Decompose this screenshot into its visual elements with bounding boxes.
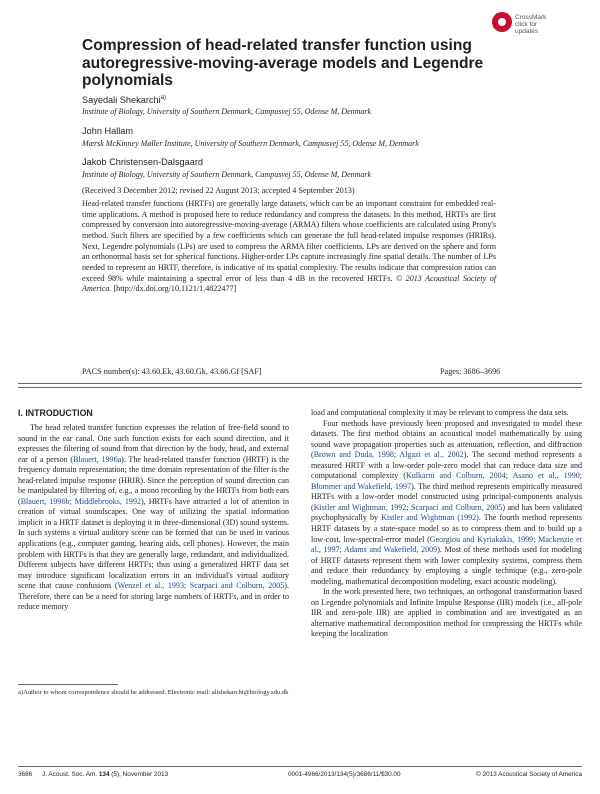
citation-link[interactable]: Kulkarni and Colburn, 2004; Asano et al., 1990; Blommer and Wakefield, 1997 (311, 471, 582, 491)
abstract-copyright: © 2013 Acoustical Society of America. (82, 273, 496, 294)
article-title: Compression of head-related transfer function using autoregressive-moving-average models and Legendre polynomials (82, 37, 484, 89)
citation-link[interactable]: Blauert, 1996b; Middlebrooks, 1992 (20, 496, 141, 506)
abstract-body: Head-related transfer functions (HRTFs) are generally large datasets, which can be an important constraint for embedded real-time applications. A method is proposed here to reduce redundancy and compress the datasets. In this method, HRTFs are first compressed by conversion into autoregressive-moving-average (ARMA) filters whose coefficients are calculated using Prony's method. Such filters are specified by a few coefficients which can generate the full head-related impulse responses (HRIRs). Next, Legendre polynomials (LPs) are used to compress the ARMA filter coefficients. LPs are derived on the sphere and form an orthonormal basis set for spherical functions. Higher-order LPs capture increasingly fine spatial details. The number of LPs needed to represent an HRTF, therefore, is indicative of its spatial complexity. The results indicate that compression ratios can exceed 98% while maintaining a spectral error of less than 4 dB in the recovered HRTFs. (82, 199, 496, 283)
paragraph (18, 423, 289, 613)
paragraph-text: ). The second method represents a measured HRTF with a low-order pole-zero model that can reduce data size and computational complexity ( (311, 450, 582, 481)
pacs-numbers: PACS number(s): 43.60.Ek, 43.60.Gk, 43.66.Gf [SAF] (82, 367, 262, 376)
citation-link[interactable]: Brown and Duda, 1998; Algazi et al., 2002 (313, 450, 464, 460)
received-dates: (Received 3 December 2012; revised 22 August 2013; accepted 4 September 2013) (82, 186, 355, 195)
author-3: Jakob Christensen-Dalsgaard (82, 157, 204, 167)
footer-copyright: © 2013 Acoustical Society of America (476, 771, 582, 778)
citation-link[interactable]: Blauert, 1996a (73, 454, 122, 464)
left-column (18, 423, 289, 613)
citation-link[interactable]: Wenzel et al., 1993; Scarpaci and Colburn, 2005 (117, 581, 285, 591)
section-heading: I. INTRODUCTION (18, 408, 93, 418)
affiliation-1: Institute of Biology, University of Southern Denmark, Campusvej 55, Odense M, Denmark (82, 107, 372, 116)
affiliation-2: Mærsk McKinney Møller Institute, University of Southern Denmark, Campusvej 55, Odense M, Denmark (82, 139, 419, 148)
paragraph (311, 419, 582, 588)
right-column (311, 408, 582, 640)
divider-bottom (18, 387, 582, 388)
affiliation-3: Institute of Biology, University of Southern Denmark, Campusvej 55, Odense M, Denmark (82, 170, 372, 179)
paragraph-text: The head related transfer function expresses the relation of free-field sound to sound in the ear canal. One such function exists for each sound direction, and it expresses the filtering of sound from that direction by the body, head, and external ear of a person ( (18, 423, 289, 464)
paragraph-text: load and computational complexity it may be relevant to compress the data sets. (311, 408, 569, 417)
paragraph-text: ) and has been validated psychophysically by (311, 502, 582, 523)
abstract (82, 199, 496, 295)
footer-rule (18, 766, 582, 767)
page-number: 3686 (18, 771, 33, 778)
paragraph-text: ). The third method represents empirically measured HRTFs with a low-order model constructed using principal-components analysis ( (311, 481, 582, 512)
paragraph-text: ). Most of these methods used for modeling of HRTF datasets represent them with lower complexity systems, compress them and reduce their redundancy by employing a single technique (e.g., zero-pole modeling, mathematical decomposition modeling, exact acoustic modeling). (311, 545, 583, 586)
page-range: Pages: 3686–3696 (440, 367, 501, 376)
divider-top (18, 383, 582, 384)
paragraph (311, 587, 582, 640)
footnote: a)Author to whom correspondence should be addressed. Electronic mail: alishekarchi@biology.sdu.dk (18, 689, 289, 696)
paragraph-text: Four methods have previously been proposed and investigated to model these datasets. The first method obtains an acoustical model mathematically by using sound wave propagation properties such as attenuation, reflection, and diffraction ( (311, 418, 582, 460)
paragraph-text: ). Therefore, there can be a need for storing large numbers of HRTFs, and in order to reduce memory (18, 581, 289, 612)
citation-link[interactable]: Kistler and Wightman (1992) (381, 513, 479, 523)
paragraph-text: ), HRTFs have attracted a lot of attention in creation of virtual soundscapes. One way of utilizing the spatial information implicit in a HRTF dataset is deploying it in three-dimensional (3D) sound systems. In such systems a virtual auditory scene can be formed that can be used in various applications (e.g., computer gaming, hearing aids, cell phones). However, the main problem with HRTFs is that they are generally large, redundant, and individualized. Different subjects have different HRTFs; thus using a generalized HRTF data set may introduce significant localization errors in an individual's virtual auditory scene that cause confusions ( (18, 496, 289, 591)
paragraph-text: In the work presented here, two techniques, an orthogonal transformation based on Legendre polynomials and Infinite Impulse Response (IIR) models (i.e., all-pole IIR and zero-pole IIR) are applied in combination and are investigated as an alternative mathematical decomposition method for compressing the HRTFs while keeping the localization (311, 587, 582, 639)
paragraph (311, 408, 582, 419)
author-footnote-mark[interactable]: a) (160, 95, 166, 101)
abstract-doi-link[interactable]: [http://dx.doi.org/10.1121/1.4822477] (113, 284, 237, 294)
paragraph-text: ). The head-related transfer function (HRTF) is the frequency domain representation; the time domain representation of the filter is the head-related impulse response (HRIR). Since the perception of sound direction can be manipulated by filtering of, e.g., a mono recording by the HRTFs from both ears ( (18, 454, 290, 506)
crossmark-icon (492, 12, 512, 32)
author-2: John Hallam (82, 126, 134, 136)
journal-citation: J. Acoust. Soc. Am. 134 (5), November 2013 (42, 771, 169, 778)
crossmark-text: CrossMark click for updates (515, 14, 547, 35)
paragraph-text: . The fourth method represents HRTF datasets by a state-space model so as to compress them and to build up a low-cost, low-spectral-error model ( (311, 513, 582, 544)
author-1: Sayedali Shekarchi$^{a)}$ (82, 95, 166, 106)
footnote-rule (18, 684, 118, 685)
citation-link[interactable]: Georgiou and Kyriakakis, 1999; Mackenzie et al., 1997; Adams and Wakefield, 2009 (311, 534, 582, 555)
article-code: 0001-4966/2013/134(5)/3686/11/$30.00 (288, 771, 401, 778)
citation-link[interactable]: Kistler and Wightman, 1992; Scarpaci and Colburn, 2005 (313, 502, 503, 512)
